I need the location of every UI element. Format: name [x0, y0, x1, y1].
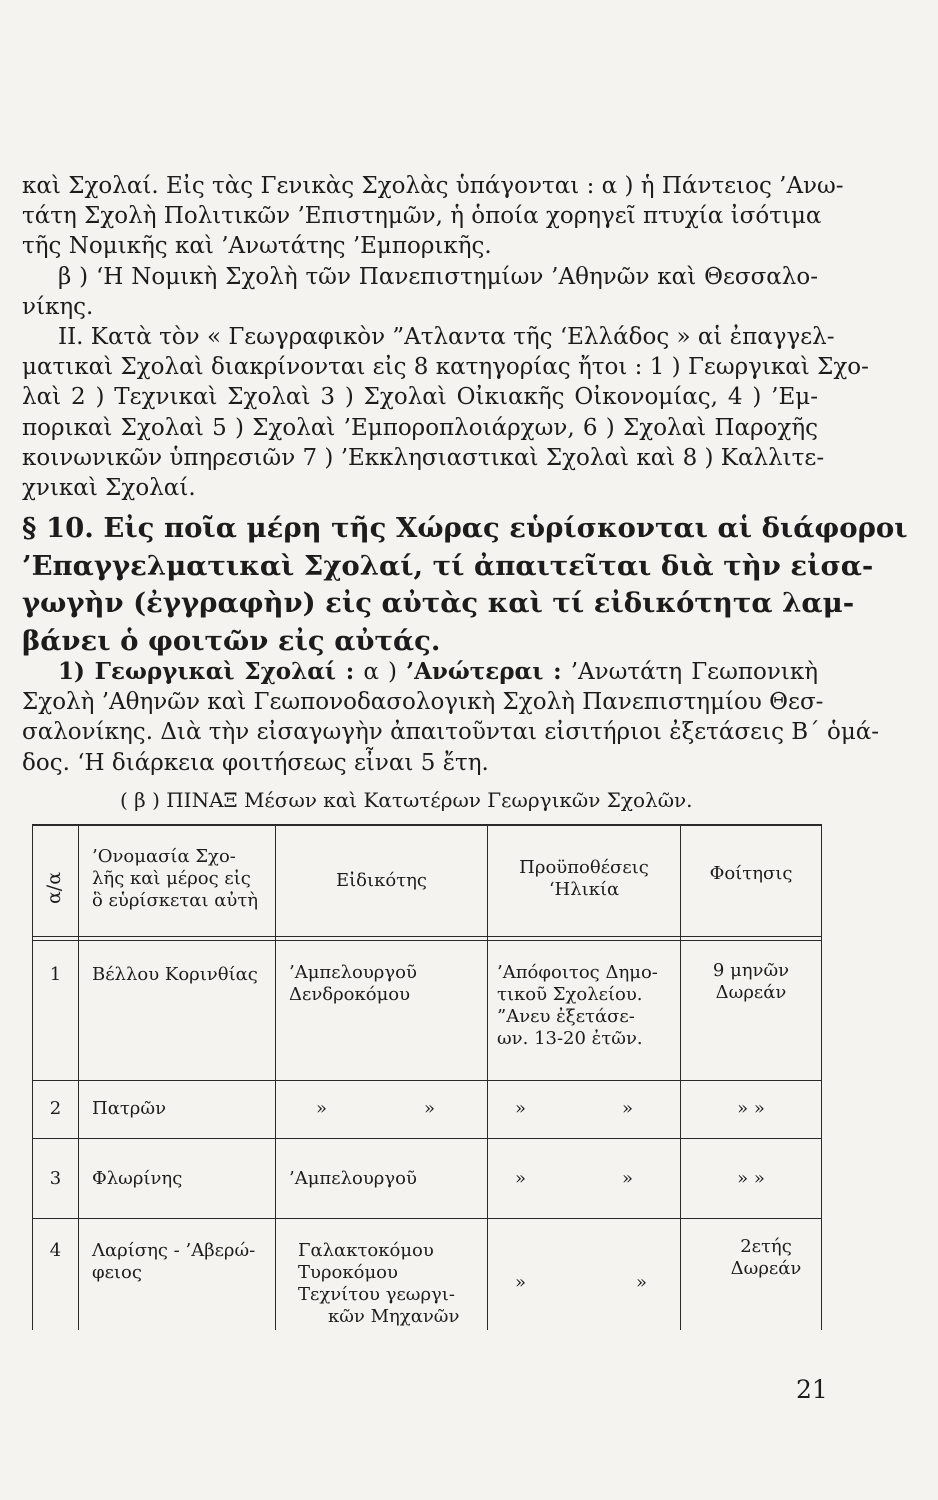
- text-line: [22, 657, 818, 687]
- table-rule: [32, 1138, 822, 1139]
- row-number: 2: [49, 1098, 62, 1119]
- table-rule: [275, 826, 276, 1330]
- inline-text: ’Ανωτάτη Γεωπονικὴ: [561, 659, 818, 685]
- section-heading: [22, 510, 908, 660]
- text-line: σαλονίκης. Διὰ τὴν εἰσαγωγὴν ἀπαιτοῦνται εἰσιτήριοι ἐξετάσεις Β΄ ὁμά-: [22, 719, 880, 746]
- heading-line: § 10. Εἰς ποῖα μέρη τῆς Χώρας εὑρίσκονται αἱ διάφοροι: [22, 512, 908, 544]
- row-prerequisites: ’Απόφοιτος Δημο- τικοῦ Σχολείου. ”Ανευ ἐξετάσε- ων. 13-20 ἐτῶν.: [497, 962, 658, 1049]
- table-rule: [32, 936, 822, 937]
- table-rule: [680, 826, 681, 1330]
- table-rule: [821, 826, 822, 1330]
- row-school-name: Βέλλου Κορινθίας: [92, 964, 258, 985]
- text-line: κοινωνικῶν ὑπηρεσιῶν 7 ) ’Εκκλησιαστικαὶ Σχολαὶ καὶ 8 ) Καλλιτε-: [22, 444, 825, 471]
- text-line: λαὶ 2 ) Τεχνικαὶ Σχολαὶ 3 ) Σχολαὶ Οἰκιακῆς Οἰκονομίας, 4 ) ’Εμ-: [22, 384, 818, 411]
- row-school-name: Λαρίσης - ’Αβερώ- φειος: [92, 1240, 256, 1283]
- text-line: Σχολὴ ’Αθηνῶν καὶ Γεωπονοδασολογικὴ Σχολὴ Πανεπιστημίου Θεσ-: [22, 689, 824, 716]
- table-rule: [32, 824, 822, 826]
- row-number: 1: [49, 964, 62, 985]
- table-header-name: ’Ονομασία Σχο- λῆς καὶ μέρος εἰς ὃ εὑρίσκεται αὐτὴ: [92, 846, 259, 911]
- row-prerequisites-ditto: »: [636, 1272, 648, 1293]
- row-attendance: 2ετής Δωρεάν: [730, 1236, 802, 1279]
- text-line: ματικαὶ Σχολαὶ διακρίνονται εἰς 8 κατηγορίας ἤτοι : 1 ) Γεωργικαὶ Σχο-: [22, 354, 869, 381]
- row-number: 3: [49, 1168, 62, 1189]
- heading-line: βάνει ὁ φοιτῶν εἰς αὐτάς.: [22, 624, 441, 657]
- text-line: δος. ‘Η διάρκεια φοιτήσεως εἶναι 5 ἔτη.: [22, 749, 489, 776]
- row-specialty: Γαλακτοκόμου Τυροκόμου Τεχνίτου γεωργι- κῶν Μηχανῶν: [298, 1240, 460, 1327]
- paragraph-agricultural-schools: [22, 657, 880, 778]
- row-prerequisites-ditto: »: [622, 1168, 634, 1189]
- page-number: 21: [796, 1375, 828, 1404]
- row-number: 4: [49, 1240, 62, 1261]
- row-school-name: Πατρῶν: [92, 1098, 167, 1119]
- table-rule: [32, 1218, 822, 1219]
- row-prerequisites-ditto: »: [515, 1272, 527, 1293]
- text-line: τῆς Νομικῆς καὶ ’Ανωτάτης ’Εμπορικῆς.: [22, 233, 492, 260]
- paragraph-general-schools: [22, 171, 844, 262]
- text-line: πορικαὶ Σχολαὶ 5 ) Σχολαὶ ’Εμποροπλοιάρχων, 6 ) Σχολαὶ Παροχῆς: [22, 414, 818, 441]
- table-rule: [32, 940, 822, 941]
- paragraph-law-school: [22, 262, 818, 322]
- table-rule: [78, 826, 79, 1330]
- table-header-attendance: Φοίτησις: [709, 863, 793, 884]
- row-school-name: Φλωρίνης: [92, 1168, 183, 1189]
- text-line: χνικαὶ Σχολαί.: [22, 475, 196, 502]
- row-specialty-ditto: »: [316, 1098, 328, 1119]
- row-specialty: ’Αμπελουργοῦ: [289, 1168, 417, 1189]
- text-line: β ) ‘Η Νομικὴ Σχολὴ τῶν Πανεπιστημίων ’Αθηνῶν καὶ Θεσσαλο-: [58, 264, 818, 290]
- heading-line: ’Επαγγελματικαὶ Σχολαί, τί ἀπαιτεῖται διὰ τὴν εἰσα-: [22, 549, 874, 582]
- row-attendance-ditto: » »: [737, 1098, 765, 1119]
- text-line: καὶ Σχολαί. Εἰς τὰς Γενικὰς Σχολὰς ὑπάγονται : α ) ἡ Πάντειος ’Ανω-: [22, 173, 844, 199]
- subsection-label: 1) Γεωργικαὶ Σχολαί :: [58, 658, 355, 685]
- table-header-number: α/α: [43, 871, 65, 905]
- subsection-label: ’Ανώτεραι :: [406, 658, 562, 685]
- table-rule: [32, 1080, 822, 1081]
- table-header-specialty: Εἰδικότης: [335, 870, 427, 891]
- text-line: ΙΙ. Κατὰ τὸν « Γεωγραφικὸν ”Ατλαντα τῆς ‘Ελλάδος » αἱ ἐπαγγελ-: [58, 324, 835, 350]
- row-prerequisites-ditto: »: [622, 1098, 634, 1119]
- heading-line: γωγὴν (ἐγγραφὴν) εἰς αὐτὰς καὶ τί εἰδικότητα λαμ-: [22, 587, 855, 619]
- paragraph-vocational-categories: [22, 322, 869, 503]
- text-line: τάτη Σχολὴ Πολιτικῶν ’Επιστημῶν, ἡ ὁποία χορηγεῖ πτυχία ἰσότιμα: [22, 203, 822, 230]
- table-header-prerequisites: Προϋποθέσεις ‘Ηλικία: [519, 857, 649, 900]
- row-prerequisites-ditto: »: [515, 1168, 527, 1189]
- row-prerequisites-ditto: »: [515, 1098, 527, 1119]
- row-specialty-ditto: »: [424, 1098, 436, 1119]
- row-attendance: 9 μηνῶν Δωρεάν: [712, 960, 790, 1003]
- table-rule: [487, 826, 488, 1330]
- text-line: νίκης.: [22, 294, 94, 321]
- table-caption: ( β ) ΠΙΝΑΞ Μέσων καὶ Κατωτέρων Γεωργικῶν Σχολῶν.: [120, 788, 693, 812]
- inline-text: α ): [354, 659, 407, 685]
- row-specialty: ’Αμπελουργοῦ Δενδροκόμου: [289, 962, 417, 1005]
- row-attendance-ditto: » »: [737, 1168, 765, 1189]
